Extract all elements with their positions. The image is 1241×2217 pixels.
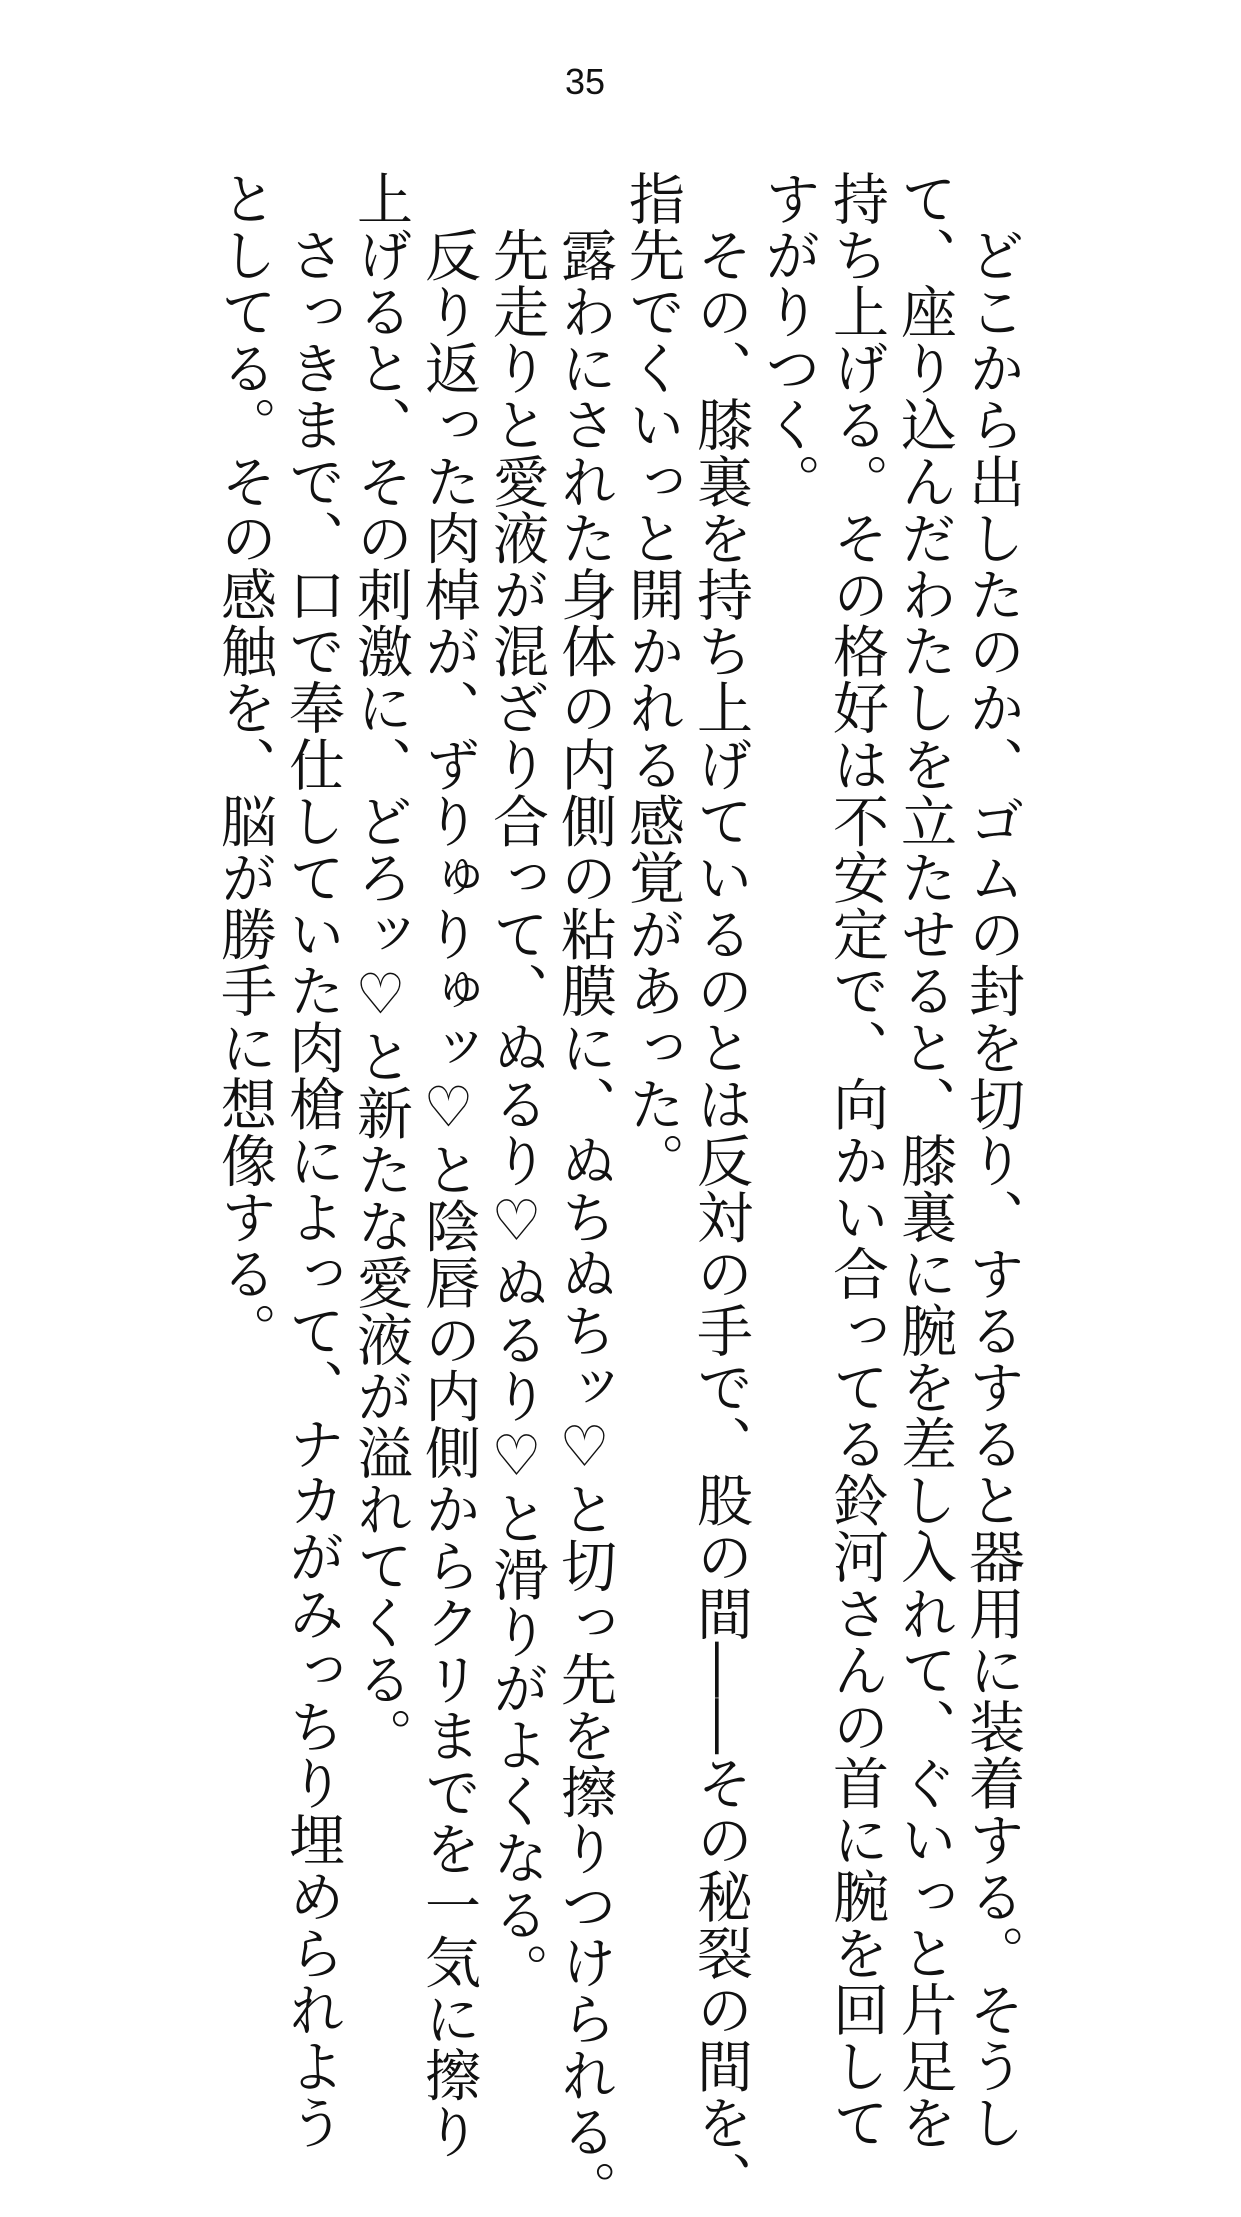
text-line: て、座り込んだわたしを立たせると、膝裏に腕を差し入れて、ぐいっと片足を [892,170,957,2151]
text-line: どこから出したのか、ゴムの封を切り、するすると器用に装着する。そうし [960,170,1025,2151]
text-line: 反り返った肉棹が、ずりゅりゅッ♡と陰唇の内側からクリまでを一気に擦り [416,170,481,2160]
page-number: 35 [564,61,606,102]
text-line: その、膝裏を持ち上げているのとは反対の手で、股の間――その秘裂の間を、 [688,170,753,2208]
text-line: すがりつく。 [756,170,821,510]
text-line: としてる。その感触を、脳が勝手に想像する。 [212,170,277,1359]
text-line: 露わにされた身体の内側の粘膜に、ぬちぬちッ♡と切っ先を擦りつけられる。 [552,170,617,2217]
vertical-text-body [210,170,1026,2217]
text-line: 先走りと愛液が混ざり合って、ぬるり♡ぬるり♡と滑りがよくなる。 [484,170,549,2000]
text-line: さっきまで、口で奉仕していた肉槍によって、ナカがみっちり埋められよう [280,170,345,2151]
text-line: 指先でくいっと開かれる感覚があった。 [620,170,685,1189]
text-line: 上げると、その刺激に、どろッ♡と新たな愛液が溢れてくる。 [348,170,413,1764]
text-line: 持ち上げる。その格好は不安定で、向かい合ってる鈴河さんの首に腕を回して [824,170,889,2151]
